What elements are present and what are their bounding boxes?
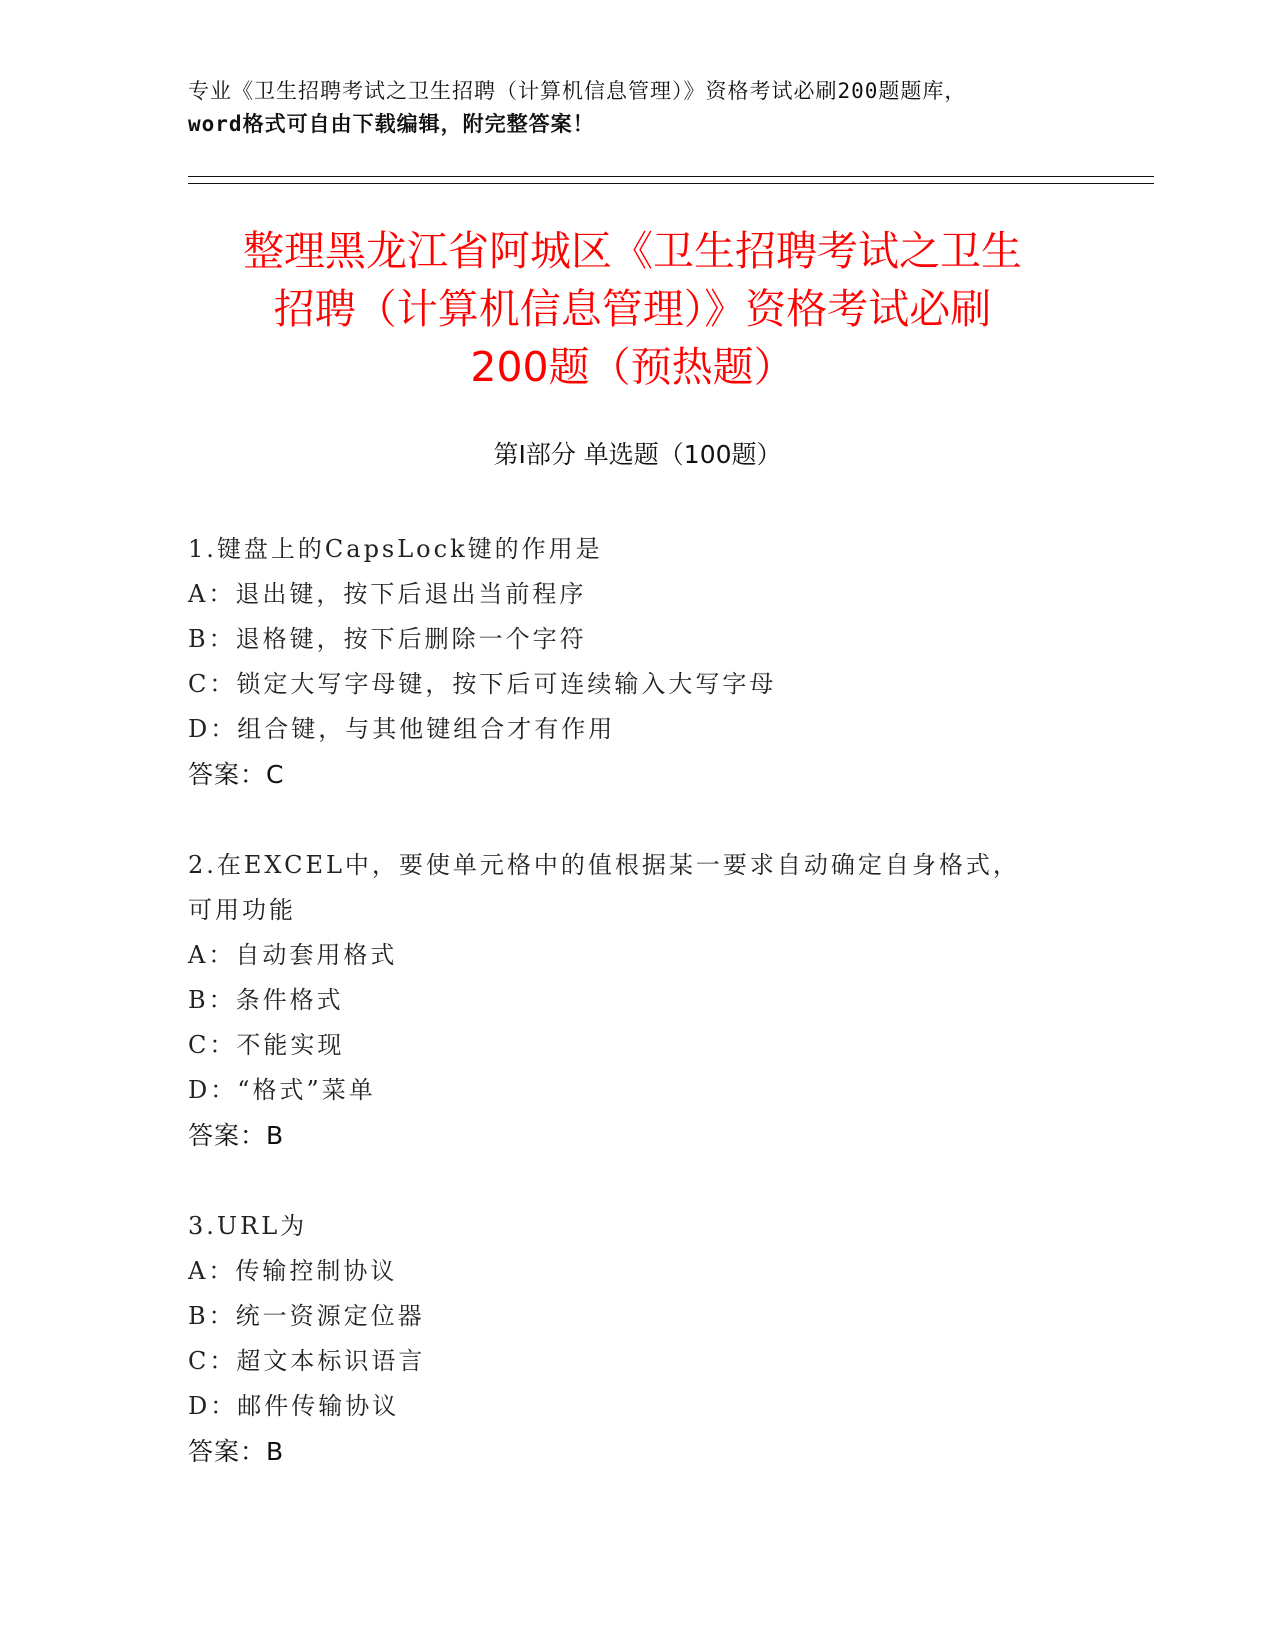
question-stem: 3.URL为 — [188, 1212, 308, 1240]
question-stem: 1.键盘上的CapsLock键的作用是 — [188, 535, 603, 563]
option-a: A：自动套用格式 — [188, 941, 398, 969]
document-title-line-1: 整理黑龙江省阿城区《卫生招聘考试之卫生 — [243, 227, 1022, 275]
option-b: B：退格键，按下后删除一个字符 — [188, 625, 587, 653]
document-title — [180, 222, 1085, 396]
option-c: C：不能实现 — [188, 1031, 345, 1059]
section-title: 第Ⅰ部分 单选题（100题） — [493, 440, 782, 469]
option-d: D：邮件传输协议 — [188, 1392, 400, 1420]
question-stem-line-1: 2.在EXCEL中，要使单元格中的值根据某一要求自动确定自身格式， — [188, 851, 1020, 879]
document-title-line-3: 200题（预热题） — [470, 343, 795, 391]
question-1 — [188, 527, 1088, 797]
header-note-line-1: 专业《卫生招聘考试之卫生招聘（计算机信息管理）》资格考试必刷200题题库， — [188, 79, 967, 103]
answer: 答案：C — [188, 760, 285, 789]
option-b: B：统一资源定位器 — [188, 1302, 425, 1330]
question-stem-line-2: 可用功能 — [188, 896, 296, 924]
document-title-line-2: 招聘（计算机信息管理）》资格考试必刷 — [273, 285, 992, 333]
header-divider-bottom — [188, 183, 1154, 184]
option-d: D：“格式”菜单 — [188, 1076, 376, 1104]
option-c: C：超文本标识语言 — [188, 1347, 426, 1375]
header-divider-top — [188, 176, 1154, 177]
question-2 — [188, 843, 1088, 1158]
option-a: A：退出键，按下后退出当前程序 — [188, 580, 587, 608]
answer: 答案：B — [188, 1121, 285, 1150]
header-note — [188, 75, 1088, 141]
header-note-line-2: word格式可自由下载编辑，附完整答案！ — [188, 112, 595, 136]
option-c: C：锁定大写字母键，按下后可连续输入大写字母 — [188, 670, 777, 698]
option-b: B：条件格式 — [188, 986, 344, 1014]
option-a: A：传输控制协议 — [188, 1257, 398, 1285]
option-d: D：组合键，与其他键组合才有作用 — [188, 715, 616, 743]
answer: 答案：B — [188, 1437, 285, 1466]
question-3 — [188, 1204, 1088, 1474]
